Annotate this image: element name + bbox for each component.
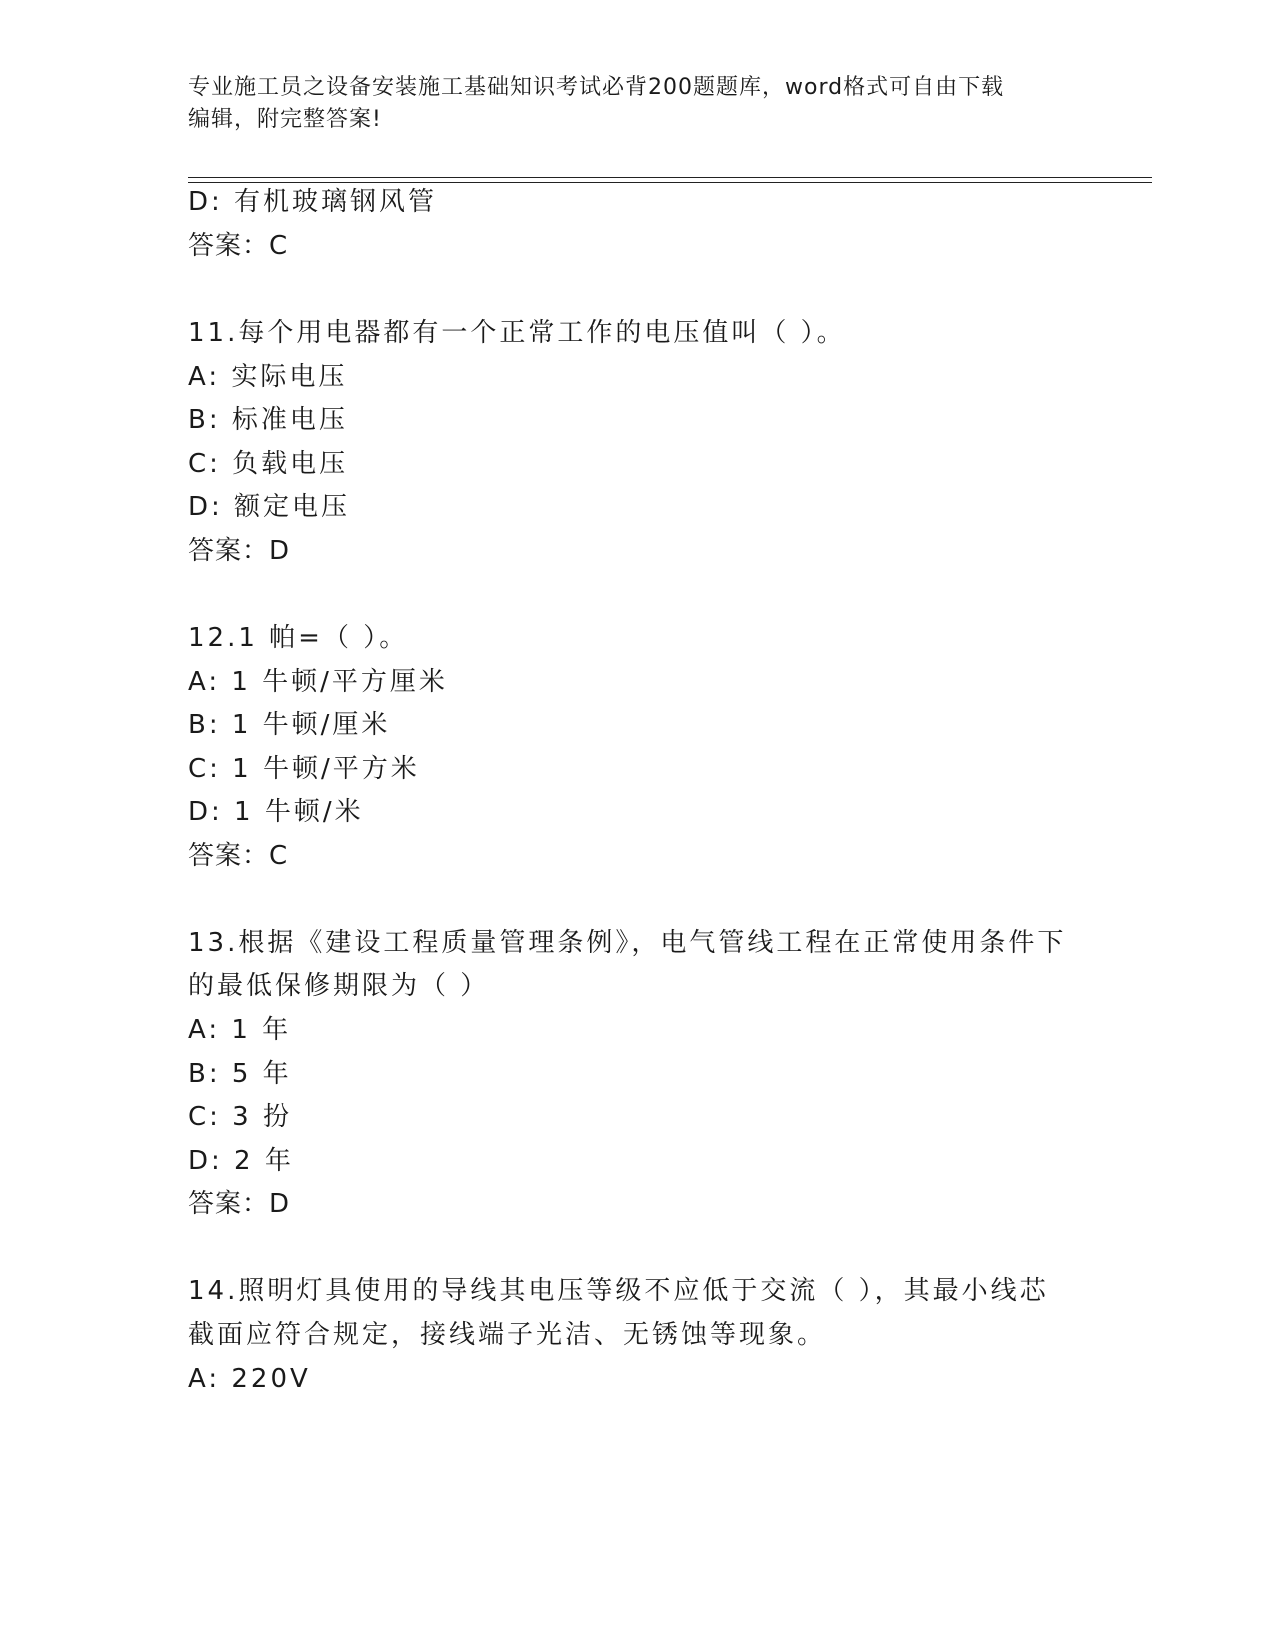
q12-answer: 答案：C bbox=[188, 841, 289, 871]
q14-stem-line-2: 截面应符合规定，接线端子光洁、无锈蚀等现象。 bbox=[188, 1320, 827, 1350]
q11-stem: 11.每个用电器都有一个正常工作的电压值叫（ ）。 bbox=[188, 318, 846, 348]
header-divider-top bbox=[188, 177, 1152, 178]
q11-answer: 答案：D bbox=[188, 536, 291, 566]
q13-option-d: D: 2 年 bbox=[188, 1146, 294, 1176]
q13-option-a: A: 1 年 bbox=[188, 1015, 292, 1045]
header-divider-bottom bbox=[188, 182, 1152, 183]
header-line-1: 专业施工员之设备安装施工基础知识考试必背200题题库，word格式可自由下载 bbox=[188, 75, 1005, 100]
q11-option-b: B: 标准电压 bbox=[188, 405, 348, 435]
q13-option-c: C: 3 扮 bbox=[188, 1102, 292, 1132]
q11-option-c: C: 负载电压 bbox=[188, 449, 349, 479]
q13-stem-line-1: 13.根据《建设工程质量管理条例》，电气管线工程在正常使用条件下 bbox=[188, 928, 1067, 958]
q12-option-a: A: 1 牛顿/平方厘米 bbox=[188, 667, 448, 697]
q11-option-a: A: 实际电压 bbox=[188, 362, 348, 392]
q12-option-c: C: 1 牛顿/平方米 bbox=[188, 754, 420, 784]
q13-option-b: B: 5 年 bbox=[188, 1059, 292, 1089]
q12-option-d: D: 1 牛顿/米 bbox=[188, 797, 364, 827]
document-header bbox=[188, 72, 1088, 136]
q13-stem-line-2: 的最低保修期限为（ ） bbox=[188, 971, 490, 1001]
q12-option-b: B: 1 牛顿/厘米 bbox=[188, 710, 391, 740]
q14-option-a: A: 220V bbox=[188, 1364, 311, 1394]
q12-stem: 12.1 帕=（ ）。 bbox=[188, 623, 409, 653]
prev-answer: 答案：C bbox=[188, 231, 289, 261]
q11-option-d: D: 额定电压 bbox=[188, 492, 351, 522]
header-line-2: 编辑，附完整答案! bbox=[188, 107, 382, 132]
prev-option-d: D: 有机玻璃钢风管 bbox=[188, 187, 438, 217]
q13-answer: 答案：D bbox=[188, 1189, 291, 1219]
q14-stem-line-1: 14.照明灯具使用的导线其电压等级不应低于交流（ ），其最小线芯 bbox=[188, 1276, 1049, 1306]
